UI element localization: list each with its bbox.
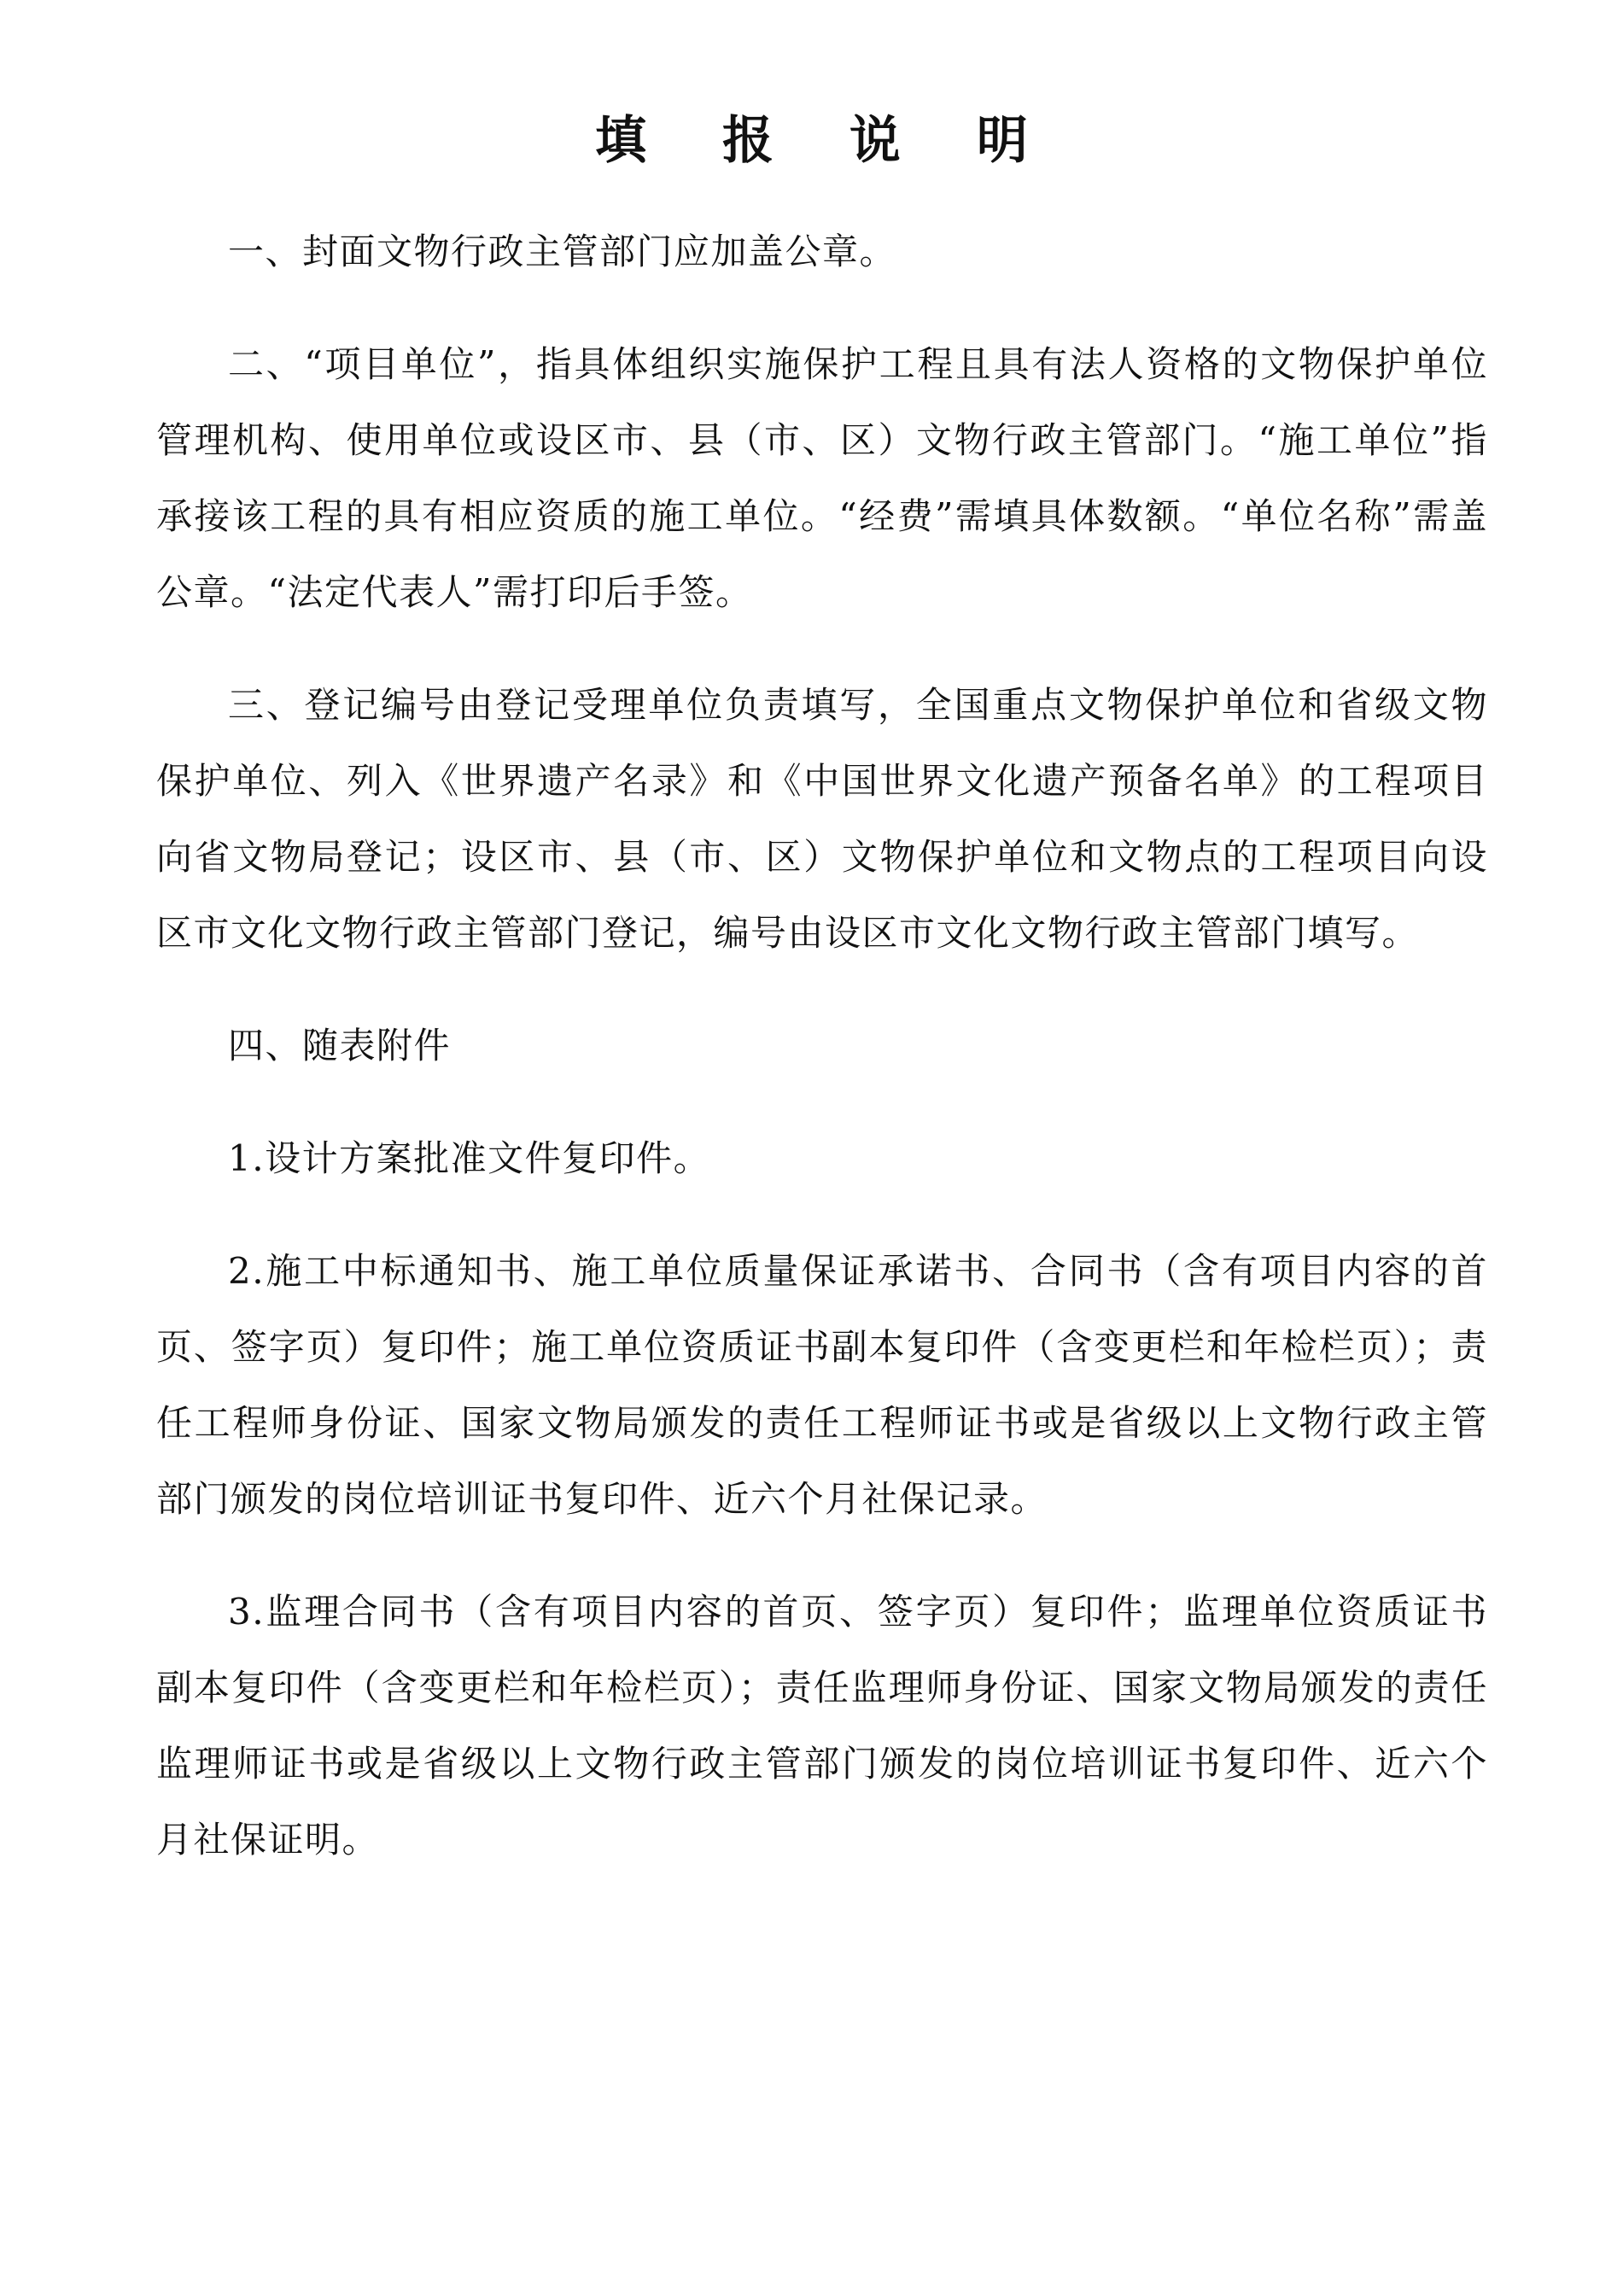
paragraph-cover-seal: 一、封面文物行政主管部门应加盖公章。 xyxy=(228,231,897,272)
attachment-item-1: 1.设计方案批准文件复印件。 xyxy=(228,1137,711,1179)
attachment-item-2: 2.施工中标通知书、施工单位质量保证承诺书、合同书（含有项目内容的首页、签字页）复印件；施工单位资质证书副本复印件（含变更栏和年检栏页）；责任工程师身份证、国家文物局颁发的责任工程师证书或是省级以上文物行政主管部门颁发的岗位培训证书复印件、近六个月社保记录。 xyxy=(156,1250,1488,1520)
paragraph-attachments-heading: 四、随表附件 xyxy=(228,1025,452,1066)
paragraph-registration: 三、登记编号由登记受理单位负责填写，全国重点文物保护单位和省级文物保护单位、列入《世界遗产名录》和《中国世界文化遗产预备名单》的工程项目向省文物局登记；设区市、县（市、区）文物保护单位和文物点的工程项目向设区市文化文物行政主管部门登记，编号由设区市文化文物行政主管部门填写。 xyxy=(156,684,1488,954)
attachment-item-3: 3.监理合同书（含有项目内容的首页、签字页）复印件；监理单位资质证书副本复印件（含变更栏和年检栏页）；责任监理师身份证、国家文物局颁发的责任监理师证书或是省级以上文物行政主管部门颁发的岗位培训证书复印件、近六个月社保证明。 xyxy=(156,1591,1488,1861)
page-title: 填 报 说 明 xyxy=(595,111,1057,171)
document-body xyxy=(156,213,1488,1914)
paragraph-definitions: 二、“项目单位”，指具体组织实施保护工程且具有法人资格的文物保护单位管理机构、使用单位或设区市、县（市、区）文物行政主管部门。“施工单位”指承接该工程的具有相应资质的施工单位。“经费”需填具体数额。“单位名称”需盖公章。“法定代表人”需打印后手签。 xyxy=(156,343,1488,613)
